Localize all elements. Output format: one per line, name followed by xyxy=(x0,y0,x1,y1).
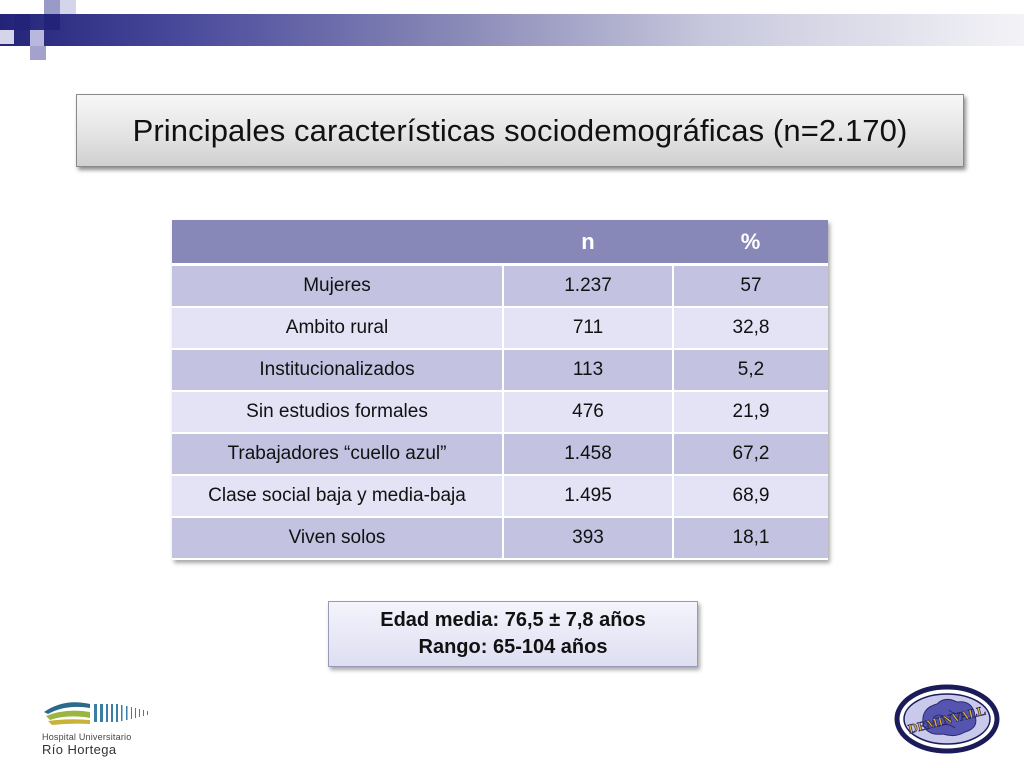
deminvall-logo-text: DEMINVALL xyxy=(906,702,988,737)
row-percent: 68,9 xyxy=(673,475,828,517)
row-n: 476 xyxy=(503,391,673,433)
table-row xyxy=(172,349,828,391)
hospital-logo xyxy=(42,696,162,756)
row-label: Ambito rural xyxy=(172,307,503,349)
row-label: Mujeres xyxy=(172,265,503,308)
row-label: Institucionalizados xyxy=(172,349,503,391)
table-row xyxy=(172,517,828,559)
table-row xyxy=(172,391,828,433)
row-label: Sin estudios formales xyxy=(172,391,503,433)
table-row xyxy=(172,307,828,349)
hospital-logo-subtitle: Hospital Universitario xyxy=(42,732,132,742)
row-percent: 21,9 xyxy=(673,391,828,433)
row-label: Clase social baja y media-baja xyxy=(172,475,503,517)
row-label: Viven solos xyxy=(172,517,503,559)
row-percent: 32,8 xyxy=(673,307,828,349)
table-header-label xyxy=(172,220,503,265)
row-percent: 57 xyxy=(673,265,828,308)
mean-age-text: Edad media: 76,5 ± 7,8 años xyxy=(380,609,646,631)
row-n: 393 xyxy=(503,517,673,559)
row-percent: 5,2 xyxy=(673,349,828,391)
row-n: 1.495 xyxy=(503,475,673,517)
age-summary-box xyxy=(328,601,698,667)
row-percent: 18,1 xyxy=(673,517,828,559)
table-row xyxy=(172,433,828,475)
deminvall-logo xyxy=(893,684,1001,754)
title-box xyxy=(76,94,964,167)
slide-title: Principales características sociodemográficas (n=2.170) xyxy=(132,112,908,148)
header-decoration-band xyxy=(0,14,1024,46)
age-range-text: Rango: 65-104 años xyxy=(418,636,608,658)
row-n: 1.237 xyxy=(503,265,673,308)
row-n: 711 xyxy=(503,307,673,349)
row-n: 113 xyxy=(503,349,673,391)
table-row xyxy=(172,265,828,308)
table-row xyxy=(172,475,828,517)
table-header-n: n xyxy=(503,220,673,265)
sociodemographic-table-container xyxy=(172,220,828,560)
row-percent: 67,2 xyxy=(673,433,828,475)
hospital-logo-graphic xyxy=(42,696,162,730)
sociodemographic-table xyxy=(172,220,828,560)
row-n: 1.458 xyxy=(503,433,673,475)
row-label: Trabajadores “cuello azul” xyxy=(172,433,503,475)
table-header-row xyxy=(172,220,828,265)
hospital-logo-name: Río Hortega xyxy=(42,742,117,757)
table-header-percent: % xyxy=(673,220,828,265)
